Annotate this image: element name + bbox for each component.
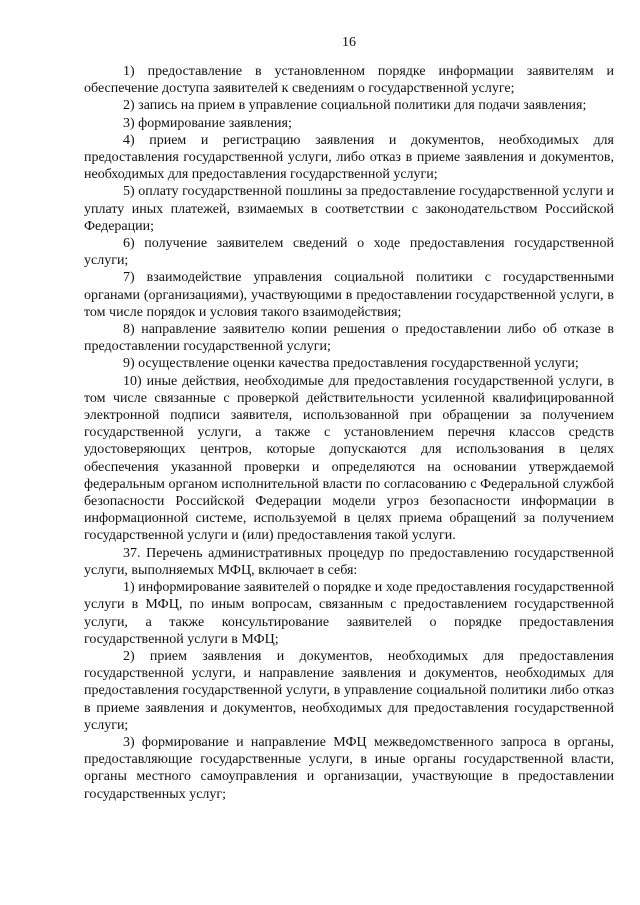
document-body — [84, 63, 614, 803]
paragraph-list-item: 8) направление заявителю копии решения о предоставлении либо об отказе в предоставлении государственной услуги; — [84, 322, 614, 355]
paragraph-list-item: 3) формирование и направление МФЦ межведомственного запроса в органы, предоставляющие государственные услуги, в иные органы государственной власти, органы местного самоуправления и организации, участвующие в предоставлении государственных услуг; — [84, 734, 614, 802]
paragraph-list-item: 2) запись на прием в управление социальной политики для подачи заявления; — [123, 98, 587, 114]
paragraph-list-item: 7) взаимодействие управления социальной политики с государственными органами (организациями), участвующими в предоставлении государственной услуги, в том числе порядок и условия такого взаимодействия; — [84, 270, 614, 320]
paragraph-list-item: 6) получение заявителем сведений о ходе предоставления государственной услуги; — [84, 236, 614, 269]
paragraph-list-item: 1) информирование заявителей о порядке и ходе предоставления государственной услуги в МФЦ, по иным вопросам, связанным с предоставлением государственной услуги, а также консультирование заявителей о порядке предоставления государственной услуги в МФЦ; — [84, 580, 614, 647]
paragraph-list-item: 3) формирование заявления; — [123, 115, 292, 131]
paragraph-list-item: 2) прием заявления и документов, необходимых для предоставления государственной услуги, и направление заявления и документов, необходимых для предоставления государственной услуги, в управление социальной политики либо отказ в приеме заявления и документов, необходимых для предоставления государственной услуги; — [84, 648, 614, 733]
page-number: 16 — [342, 35, 356, 50]
paragraph-list-item: 5) оплату государственной пошлины за предоставление государственной услуги и уплату иных платежей, взимаемых в соответствии с законодательством Российской Федерации; — [84, 184, 614, 234]
section-paragraph-37: 37. Перечень административных процедур по предоставлению государственной услуги, выполняемых МФЦ, включает в себя: — [84, 545, 614, 578]
paragraph-list-item: 10) иные действия, необходимые для предоставления государственной услуги, в том числе связанные с проверкой действительности усиленной квалифицированной электронной подписи заявителя, использованной при обращении за получением государственной услуги, а также с установлением перечня классов средств удостоверяющих центров, которые допускаются для использования в целях обеспечения указанной проверки и определяются на основании утверждаемой федеральным органом исполнительной власти по согласованию с Федеральной службой безопасности Российской Федерации модели угроз безопасности информации в информационной системе, используемой в целях приема обращений за получением государственной услуги и (или) предоставления такой услуги. — [84, 373, 614, 544]
paragraph-list-item: 9) осуществление оценки качества предоставления государственной услуги; — [123, 356, 579, 372]
paragraph-list-item: 4) прием и регистрацию заявления и документов, необходимых для предоставления государственной услуги, либо отказ в приеме заявления и документов, необходимых для предоставления государственной услуги; — [84, 132, 614, 183]
paragraph-list-item: 1) предоставление в установленном порядке информации заявителям и обеспечение доступа заявителей к сведениям о государственной услуге; — [84, 64, 614, 97]
